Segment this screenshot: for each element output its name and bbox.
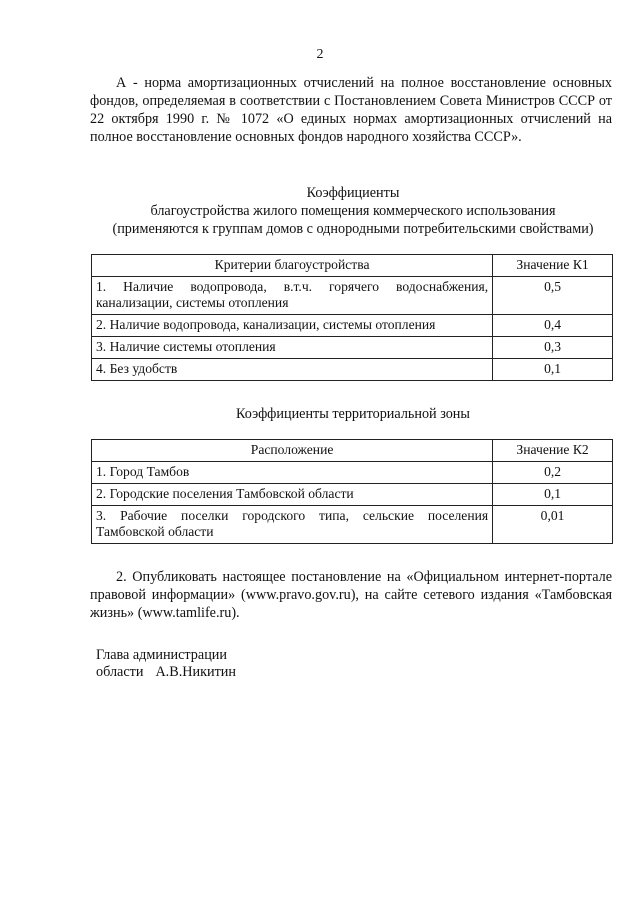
criterion-cell: 1. Наличие водопровода, в.т.ч. горячего водоснабжения, канализации, системы отопления — [92, 277, 493, 315]
table-row — [92, 315, 613, 337]
k1-value-cell: 0,1 — [493, 359, 613, 381]
table-row — [92, 337, 613, 359]
table-row — [92, 462, 613, 484]
signature-title: Глава администрации — [96, 647, 227, 663]
signatory-name: А.В.Никитин — [155, 664, 236, 680]
amenities-coefficient-table — [91, 254, 613, 381]
signature-title-region: области — [96, 664, 144, 680]
k1-value-cell: 0,4 — [493, 315, 613, 337]
criterion-cell: 4. Без удобств — [92, 359, 493, 381]
k1-value-cell: 0,3 — [493, 337, 613, 359]
table2-heading: Коэффициенты территориальной зоны — [236, 406, 470, 422]
table1-heading-line: (применяются к группам домов с однородными потребительскими свойствами) — [112, 221, 594, 237]
table1-heading — [80, 184, 626, 238]
table-row — [92, 506, 613, 544]
table-row — [92, 359, 613, 381]
territorial-zone-coefficient-table — [91, 439, 613, 544]
table1-heading-line: благоустройства жилого помещения коммерческого использования — [150, 203, 556, 219]
k2-value-cell: 0,1 — [493, 484, 613, 506]
k1-value-cell: 0,5 — [493, 277, 613, 315]
column-header-criteria: Критерии благоустройства — [92, 255, 493, 277]
table1-heading-line: Коэффициенты — [306, 185, 400, 201]
page-number: 2 — [316, 47, 324, 62]
location-cell: 2. Городские поселения Тамбовской области — [92, 484, 493, 506]
table-row — [92, 484, 613, 506]
column-header-k1: Значение К1 — [493, 255, 613, 277]
k2-value-cell: 0,01 — [493, 506, 613, 544]
amortization-definition-paragraph: А - норма амортизационных отчислений на полное восстановление основных фондов, определяемая в соответствии с Постановлением Совета Министров СССР от 22 октября 1990 г. № 1072 «О единых нормах амортизационных отчислений на полное восстановление основных фондов народного хозяйства СССР». — [90, 75, 612, 145]
table-header-row — [92, 255, 613, 277]
column-header-k2: Значение К2 — [493, 440, 613, 462]
column-header-location: Расположение — [92, 440, 493, 462]
table-row — [92, 277, 613, 315]
table-header-row — [92, 440, 613, 462]
location-cell: 3. Рабочие поселки городского типа, сельские поселения Тамбовской области — [92, 506, 493, 544]
k2-value-cell: 0,2 — [493, 462, 613, 484]
publication-paragraph: 2. Опубликовать настоящее постановление на «Официальном интернет-портале правовой информации» (www.pravo.gov.ru), на сайте сетевого издания «Тамбовская жизнь» (www.tamlife.ru). — [90, 569, 612, 621]
signature-block — [96, 647, 236, 681]
location-cell: 1. Город Тамбов — [92, 462, 493, 484]
criterion-cell: 3. Наличие системы отопления — [92, 337, 493, 359]
criterion-cell: 2. Наличие водопровода, канализации, системы отопления — [92, 315, 493, 337]
